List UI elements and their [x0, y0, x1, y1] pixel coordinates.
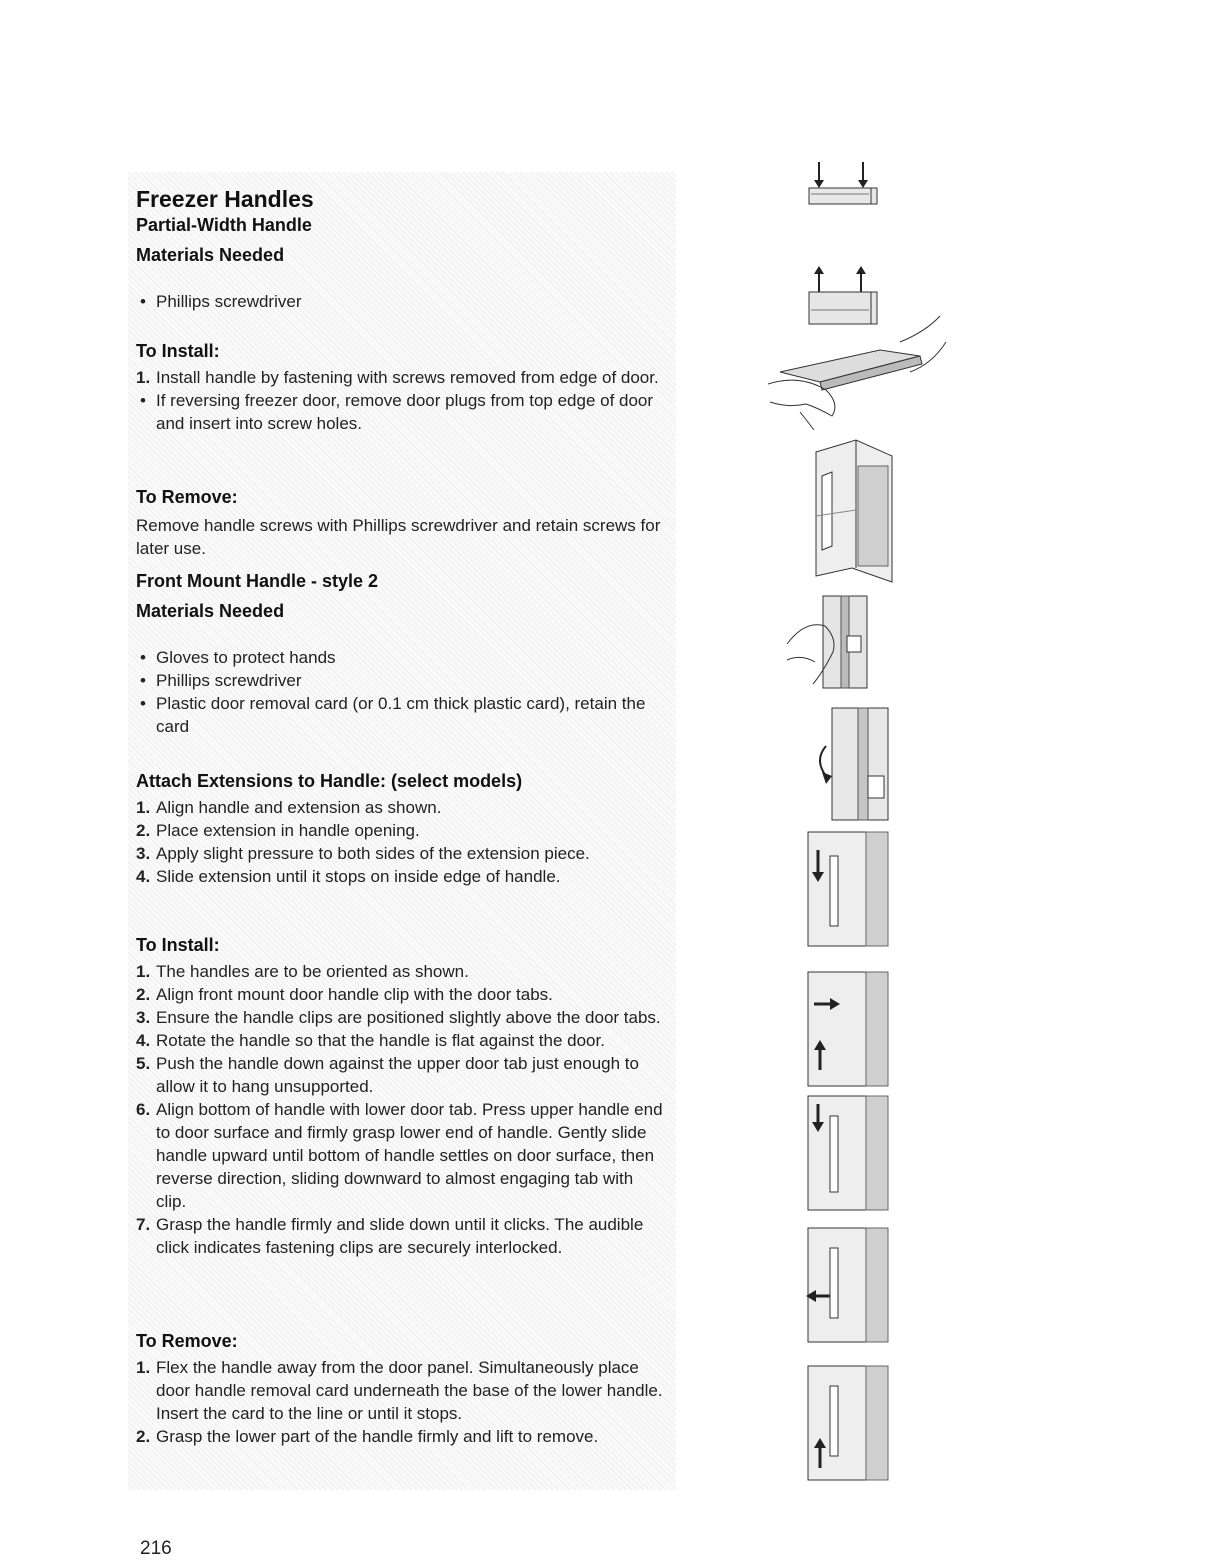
- remove-section: [136, 1330, 666, 1448]
- list-item: 1. Flex the handle away from the door panel. Simultaneously place door handle removal card underneath the base of the lower handle. Insert the card to the line or until it stops.: [136, 1358, 663, 1423]
- install-section: [136, 934, 666, 1259]
- front-materials-list: [136, 646, 666, 738]
- list-item: 6. Align bottom of handle with lower door tab. Press upper handle end to door surface and firmly grasp lower end of handle. Gently slide handle upward until bottom of handle settles on door surface, then reverse direction, sliding downward to almost engaging tab with clip.: [136, 1100, 663, 1211]
- partial-install-steps: [136, 366, 666, 389]
- list-item: 3. Apply slight pressure to both sides of the extension piece.: [136, 844, 590, 863]
- list-item: 1. Align handle and extension as shown.: [136, 798, 442, 817]
- partial-materials-list: [136, 290, 666, 313]
- install-steps: [136, 960, 666, 1259]
- attach-heading: Attach Extensions to Handle: (select models): [136, 771, 523, 791]
- attach-extensions-section: [136, 770, 666, 888]
- install-heading: To Install:: [136, 935, 220, 955]
- handle-slide-down-illustration: [806, 1090, 892, 1214]
- list-item: 4. Rotate the handle so that the handle is flat against the door.: [136, 1031, 605, 1050]
- partial-heading: Partial-Width Handle: [136, 215, 312, 235]
- gloved-hand-on-clip-illustration: [785, 592, 875, 692]
- page-number: 216: [140, 1538, 172, 1559]
- list-item: 2. Grasp the lower part of the handle firmly and lift to remove.: [136, 1427, 599, 1446]
- list-item: 1. The handles are to be oriented as shown.: [136, 962, 469, 981]
- front-materials-heading: Materials Needed: [136, 601, 285, 621]
- handle-extension-in-hand-illustration: [760, 312, 950, 432]
- list-item: • Plastic door removal card (or 0.1 cm thick plastic card), retain the card: [136, 692, 666, 738]
- attach-steps: [136, 796, 666, 888]
- partial-install-heading: To Install:: [136, 341, 220, 361]
- card-insert-illustration: [806, 1222, 892, 1346]
- remove-steps: [136, 1356, 666, 1448]
- partial-remove-section: [136, 486, 666, 560]
- handle-align-tabs-illustration: [806, 966, 892, 1090]
- handle-rotate-illustration: [812, 706, 892, 824]
- section-freezer-handles: [136, 186, 666, 313]
- list-item: • Phillips screwdriver: [136, 290, 666, 313]
- partial-install-section: [136, 340, 666, 435]
- list-item: 4. Slide extension until it stops on inside edge of handle.: [136, 867, 561, 886]
- list-item: 5. Push the handle down against the upper door tab just enough to allow it to hang unsupported.: [136, 1054, 639, 1096]
- partial-remove-heading: To Remove:: [136, 487, 238, 507]
- list-item: 2. Align front mount door handle clip with the door tabs.: [136, 985, 553, 1004]
- list-item: 3. Ensure the handle clips are positioned slightly above the door tabs.: [136, 1008, 661, 1027]
- list-item: • If reversing freezer door, remove door plugs from top edge of door and insert into screw holes.: [136, 389, 666, 435]
- page-title: Freezer Handles: [136, 186, 314, 212]
- list-item: • Gloves to protect hands: [136, 646, 666, 669]
- list-item: 1. Install handle by fastening with screws removed from edge of door.: [136, 368, 659, 387]
- list-item: 2. Place extension in handle opening.: [136, 821, 420, 840]
- partial-install-bullets: [136, 389, 666, 435]
- remove-heading: To Remove:: [136, 1331, 238, 1351]
- list-item: • Phillips screwdriver: [136, 669, 666, 692]
- handle-screws-down-illustration: [805, 158, 885, 208]
- handle-push-down-illustration: [806, 826, 892, 950]
- front-heading: Front Mount Handle - style 2: [136, 571, 379, 591]
- partial-remove-text: Remove handle screws with Phillips screwdriver and retain screws for later use.: [136, 516, 661, 558]
- partial-materials-heading: Materials Needed: [136, 245, 285, 265]
- freezer-door-handle-illustration: [812, 436, 898, 586]
- list-item: 7. Grasp the handle firmly and slide down until it clicks. The audible click indicates fastening clips are securely interlocked.: [136, 1215, 644, 1257]
- front-mount-section: [136, 570, 666, 738]
- handle-lift-remove-illustration: [806, 1360, 892, 1484]
